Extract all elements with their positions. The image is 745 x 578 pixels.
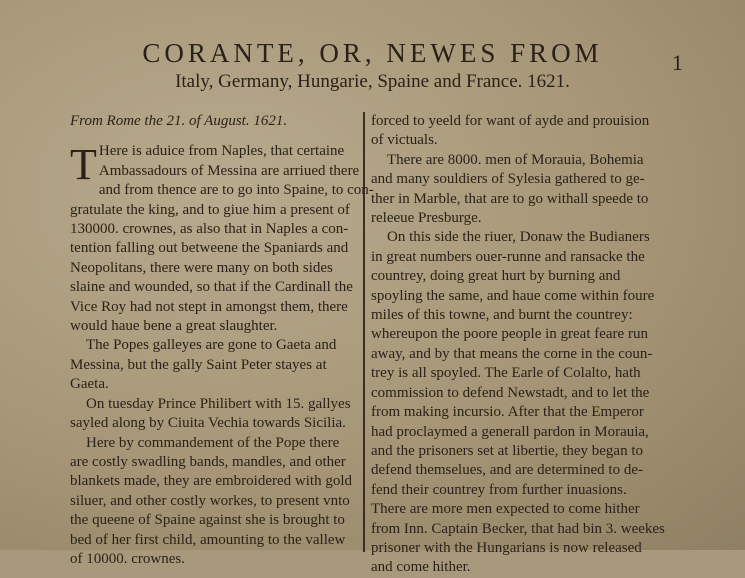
paragraph-3 bbox=[371, 228, 701, 577]
text-line: On this side the riuer, Donaw the Budianers bbox=[387, 229, 650, 246]
text-line: tention falling out betweene the Spaniards and bbox=[70, 240, 349, 257]
paragraph-2 bbox=[371, 151, 701, 229]
text-line: releeue Presburge. bbox=[371, 210, 482, 227]
text-line: sayled along by Ciuita Vechia towards Sicilia. bbox=[70, 415, 346, 432]
column-divider bbox=[363, 112, 365, 552]
text-line: had proclaymed a generall pardon in Morauia, bbox=[371, 423, 649, 440]
text-line: of 10000. crownes. bbox=[70, 550, 185, 567]
text-line: bed of her first child, amounting to the vallew bbox=[70, 531, 346, 548]
text-line: prisoner with the Hungarians is now released bbox=[371, 539, 642, 556]
paragraph-1 bbox=[70, 140, 374, 336]
text-line: On tuesday Prince Philibert with 15. gallyes bbox=[86, 395, 351, 412]
text-line: Gaeta. bbox=[70, 376, 109, 393]
text-line: and the prisoners set at libertie, they began to bbox=[371, 442, 643, 459]
text-line: of victuals. bbox=[371, 132, 438, 149]
paragraph-4 bbox=[70, 434, 360, 570]
text-line: The Popes galleyes are gone to Gaeta and bbox=[86, 337, 337, 354]
text-line: Neopolitans, there were many on both sides bbox=[70, 259, 333, 276]
drop-cap: T bbox=[70, 140, 97, 190]
text-line: trey is all spoyled. The Earle of Colalto, hath bbox=[371, 365, 641, 382]
paragraph-2 bbox=[70, 336, 360, 394]
page-title: CORANTE, OR, NEWES FROM bbox=[142, 38, 603, 68]
dateline: From Rome the 21. of August. 1621. bbox=[70, 113, 288, 129]
text-line: countrey, doing great hurt by burning and bbox=[371, 268, 621, 285]
text-line: Here is aduice from Naples, that certaine bbox=[98, 143, 345, 160]
paragraph-3 bbox=[70, 395, 360, 434]
text-line: the queene of Spaine against she is brought to bbox=[70, 512, 345, 529]
text-line: commission to defend Newstadt, and to let the bbox=[371, 384, 650, 401]
text-line: in great numbers ouer-runne and ransacke the bbox=[371, 248, 645, 265]
text-line: defend themselues, and are determined to de- bbox=[371, 462, 643, 479]
text-line: Messina, but the gally Saint Peter stayes at bbox=[70, 356, 327, 373]
page-subtitle: Italy, Germany, Hungarie, Spaine and France. 1621. bbox=[175, 71, 570, 92]
page-number: 1 bbox=[672, 50, 683, 75]
text-line: and come hither. bbox=[371, 559, 471, 576]
text-line: slaine and wounded, so that if the Cardinall the bbox=[70, 279, 353, 296]
text-line: Vice Roy had not stept in amongst them, there bbox=[70, 298, 348, 315]
text-line: spoyling the same, and haue come within foure bbox=[371, 287, 655, 304]
text-line: siluer, and other costly workes, to present vnto bbox=[70, 492, 350, 509]
text-line: 130000. crownes, as also that in Naples a con- bbox=[70, 221, 349, 238]
paragraph-1 bbox=[371, 112, 701, 151]
text-line: are costly swadling bands, mandles, and other bbox=[70, 453, 346, 470]
text-line: blankets made, they are embroidered with gold bbox=[70, 473, 352, 490]
text-line: whereupon the poore people in great feare run bbox=[371, 326, 648, 343]
text-line: forced to yeeld for want of ayde and prouision bbox=[371, 113, 650, 129]
text-line: Ambassadours of Messina are arriued there bbox=[98, 162, 360, 179]
text-line: and many souldiers of Sylesia gathered to ge- bbox=[371, 171, 645, 188]
text-line: There are 8000. men of Morauia, Bohemia bbox=[387, 151, 644, 168]
text-line: and from thence are to go into Spaine, to con- bbox=[98, 182, 374, 199]
text-line: Here by commandement of the Pope there bbox=[86, 434, 340, 451]
text-line: miles of this towne, and burnt the countrey: bbox=[371, 307, 633, 324]
text-line: fend their countrey from further inuasions. bbox=[371, 481, 627, 498]
left-column bbox=[70, 112, 374, 569]
text-line: from Inn. Captain Becker, that had bin 3. weekes bbox=[371, 520, 665, 537]
text-line: ther in Marble, that are to go withall speede to bbox=[371, 190, 649, 207]
right-column bbox=[371, 112, 701, 578]
text-line: would haue bene a great slaughter. bbox=[70, 318, 278, 335]
text-line: gratulate the king, and to giue him a present of bbox=[70, 201, 350, 218]
text-line: from making incursio. After that the Emperor bbox=[371, 404, 644, 421]
text-line: away, and by that means the corne in the coun- bbox=[371, 345, 653, 362]
text-line: There are more men expected to come hither bbox=[371, 501, 640, 518]
